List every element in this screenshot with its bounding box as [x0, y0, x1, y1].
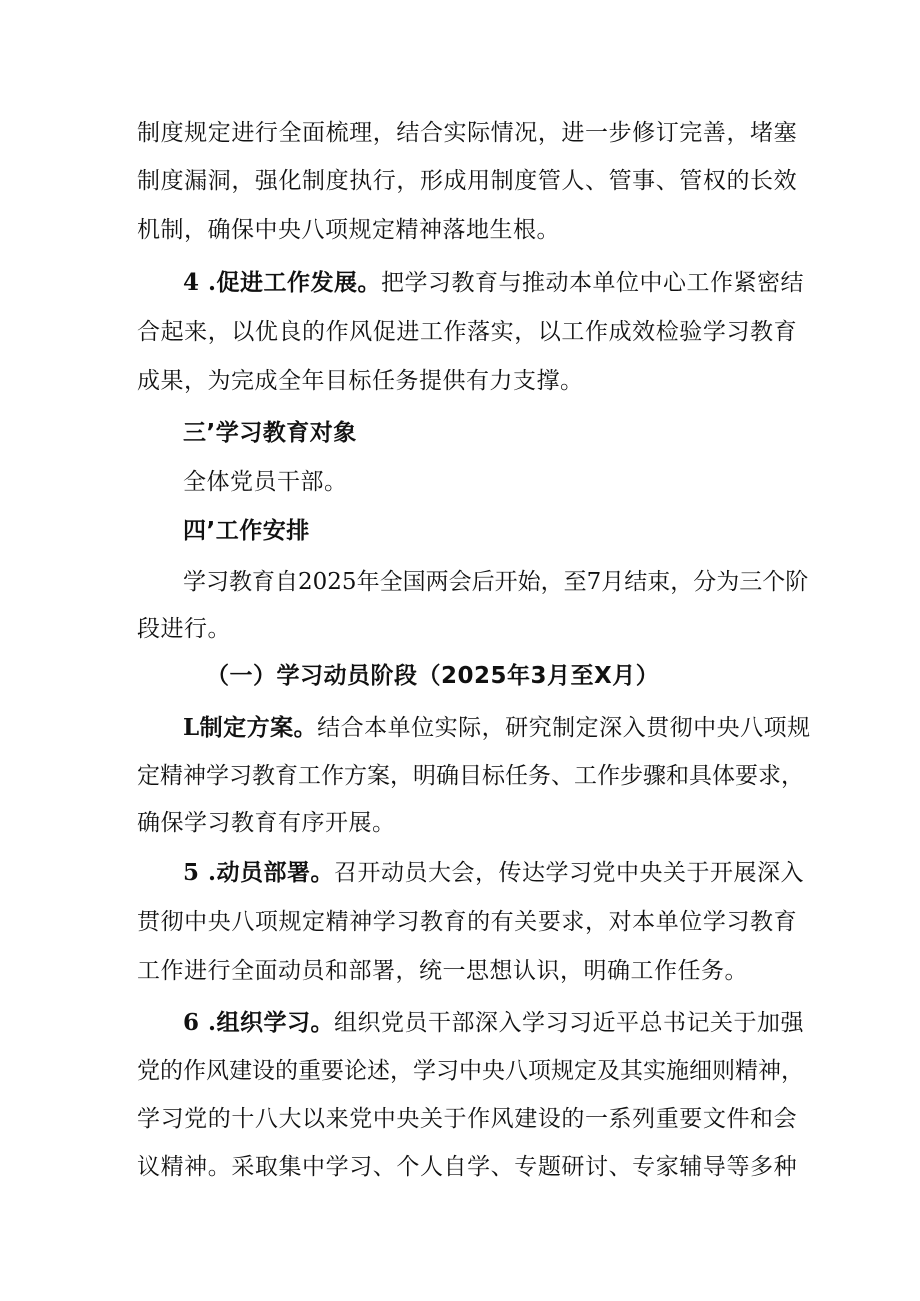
glyph: 、	[490, 1154, 514, 1180]
glyph: 长	[750, 168, 774, 194]
glyph: ，	[390, 1058, 413, 1084]
list-item-l	[183, 712, 811, 744]
glyph: 项	[528, 1058, 551, 1084]
glyph: 行	[372, 168, 396, 194]
body-line: 工作进行全面动员和部署，统一思想认识，明确工作任务。	[137, 958, 748, 984]
glyph: 实	[443, 120, 467, 146]
glyph: 本	[632, 909, 656, 935]
glyph: 权	[702, 168, 726, 194]
glyph: 风	[206, 1058, 229, 1084]
glyph: 管	[679, 168, 703, 194]
glyph: 定	[207, 120, 231, 146]
glyph: 以	[231, 319, 255, 345]
body-line	[137, 165, 797, 197]
item-text: 结合本单位实际，研究制定深入贯彻中央八项规	[317, 715, 811, 741]
glyph: 学	[467, 1154, 491, 1180]
glyph: 精	[160, 1154, 184, 1180]
glyph: 教	[419, 909, 443, 935]
glyph: 风	[349, 319, 373, 345]
glyph: 、	[372, 1154, 396, 1180]
glyph: 落	[467, 319, 491, 345]
glyph: 两	[425, 569, 449, 595]
body-line	[137, 760, 804, 792]
glyph: 作	[597, 763, 620, 789]
glyph: 种	[773, 1154, 797, 1180]
glyph: 会	[773, 1106, 797, 1132]
glyph: 施	[666, 1058, 689, 1084]
glyph: 风	[490, 1106, 514, 1132]
glyph: ，	[726, 120, 750, 146]
glyph: 教	[229, 569, 252, 595]
glyph: 阶	[785, 569, 809, 595]
glyph: 育	[252, 569, 275, 595]
glyph: 重	[655, 1106, 679, 1132]
glyph: 度	[325, 168, 349, 194]
glyph: ，	[537, 120, 561, 146]
glyph: 后	[471, 569, 495, 595]
glyph: 央	[207, 909, 231, 935]
glyph: ，	[372, 120, 396, 146]
glyph: 订	[655, 120, 679, 146]
glyph: 论	[344, 1058, 367, 1084]
glyph: 检	[655, 319, 679, 345]
glyph: 起	[160, 319, 184, 345]
glyph: 步	[608, 120, 632, 146]
glyph: 习	[726, 319, 750, 345]
glyph: 度	[514, 168, 538, 194]
body-line	[137, 316, 797, 348]
body-line: 段进行。	[137, 616, 231, 642]
glyph: 的	[467, 909, 491, 935]
glyph: 、	[584, 168, 608, 194]
glyph: 教	[252, 763, 275, 789]
glyph: 分	[693, 569, 717, 595]
glyph: 位	[679, 909, 703, 935]
glyph: 多	[750, 1154, 774, 1180]
glyph: 以	[537, 319, 561, 345]
body-line	[137, 906, 797, 938]
glyph: 洞	[207, 168, 231, 194]
glyph: 学	[325, 1154, 349, 1180]
glyph: 中	[372, 1106, 396, 1132]
glyph: 党	[184, 1106, 208, 1132]
item-label: 4 .促进工作发展。	[183, 269, 382, 296]
glyph: 讨	[584, 1154, 608, 1180]
glyph: 确	[436, 763, 459, 789]
glyph: ，	[390, 763, 413, 789]
glyph: 要	[735, 763, 758, 789]
glyph: 要	[679, 1106, 703, 1132]
glyph: 度	[160, 168, 184, 194]
glyph: 作	[443, 319, 467, 345]
glyph: 八	[231, 909, 255, 935]
glyph: 、	[655, 168, 679, 194]
glyph: 取	[254, 1154, 278, 1180]
glyph: 习	[436, 1058, 459, 1084]
glyph: 化	[278, 168, 302, 194]
glyph: 工	[574, 763, 597, 789]
glyph: 精	[325, 909, 349, 935]
glyph: 辅	[679, 1154, 703, 1180]
section-heading-4: 四’工作安排	[183, 518, 310, 544]
glyph: 个	[762, 569, 786, 595]
glyph: 任	[505, 763, 528, 789]
glyph: 进	[396, 319, 420, 345]
glyph: 面	[302, 120, 326, 146]
list-item-6	[183, 1007, 805, 1039]
list-item-5	[183, 857, 805, 889]
glyph: 进	[561, 120, 585, 146]
glyph: 作	[183, 1058, 206, 1084]
glyph: 标	[482, 763, 505, 789]
glyph: 度	[160, 120, 184, 146]
glyph: 中	[459, 1058, 482, 1084]
glyph: 善	[702, 120, 726, 146]
body-line	[137, 1151, 797, 1183]
glyph: 自	[275, 569, 298, 595]
glyph: 有	[490, 909, 514, 935]
glyph: 对	[608, 909, 632, 935]
glyph: 全	[379, 569, 403, 595]
glyph: 教	[750, 909, 774, 935]
glyph: 、	[551, 763, 574, 789]
glyph: 全	[278, 120, 302, 146]
glyph: 执	[349, 168, 373, 194]
glyph: 制	[137, 168, 160, 194]
glyph: 7	[586, 569, 602, 595]
glyph: 的	[726, 168, 750, 194]
glyph: 学	[372, 909, 396, 935]
body-line	[137, 1055, 804, 1087]
glyph: 规	[551, 1058, 574, 1084]
glyph: 重	[298, 1058, 321, 1084]
item-label: 6 .组织学习。	[183, 1009, 335, 1036]
glyph: 一	[584, 1106, 608, 1132]
glyph: 至	[563, 569, 587, 595]
glyph: 始	[517, 569, 541, 595]
body-line	[183, 566, 809, 598]
glyph: 件	[726, 1106, 750, 1132]
glyph: 神	[183, 763, 206, 789]
glyph: 0	[312, 569, 328, 595]
glyph: 际	[467, 120, 491, 146]
glyph: 习	[206, 569, 229, 595]
glyph: 效	[773, 168, 797, 194]
glyph: 十	[231, 1106, 255, 1132]
glyph: 成	[443, 168, 467, 194]
glyph: 育	[275, 763, 298, 789]
body-line	[137, 1103, 797, 1135]
glyph: 述	[367, 1058, 390, 1084]
glyph: 和	[666, 763, 689, 789]
glyph: 进	[231, 120, 255, 146]
glyph: 党	[349, 1106, 373, 1132]
glyph: 情	[490, 120, 514, 146]
glyph: 要	[321, 1058, 344, 1084]
body-line: 确保学习教育有序开展。	[137, 810, 396, 836]
glyph: 贯	[137, 909, 160, 935]
glyph: 开	[494, 569, 518, 595]
glyph: 工	[419, 319, 443, 345]
glyph: 单	[655, 909, 679, 935]
glyph: 束	[647, 569, 671, 595]
body-line: 成果，为完成全年目标任务提供有力支撑。	[137, 368, 584, 394]
glyph: 修	[632, 120, 656, 146]
glyph: ，	[584, 909, 608, 935]
glyph: 其	[620, 1058, 643, 1084]
glyph: 来	[325, 1106, 349, 1132]
glyph: 漏	[184, 168, 208, 194]
item-text: 把学习教育与推动本单位中心工作紧密结	[381, 270, 805, 296]
glyph: 求	[758, 763, 781, 789]
glyph: ，	[231, 168, 255, 194]
glyph: 作	[584, 319, 608, 345]
glyph: ，	[781, 1058, 804, 1084]
glyph: 人	[561, 168, 585, 194]
glyph: 工	[561, 319, 585, 345]
glyph: ，	[540, 569, 564, 595]
glyph: 事	[632, 168, 656, 194]
glyph: 于	[443, 1106, 467, 1132]
item-text: 组织党员干部深入学习习近平总书记关于加强	[334, 1010, 805, 1036]
glyph: 教	[750, 319, 774, 345]
glyph: 月	[601, 569, 625, 595]
glyph: ，	[396, 168, 420, 194]
glyph: 专	[514, 1154, 538, 1180]
glyph: 精	[160, 763, 183, 789]
body-line: 全体党员干部。	[183, 469, 348, 495]
glyph: 结	[396, 120, 420, 146]
glyph: 家	[655, 1154, 679, 1180]
glyph: 的	[561, 1106, 585, 1132]
item-text: 召开动员大会，传达学习党中央关于开展深入	[334, 860, 805, 886]
glyph: 步	[620, 763, 643, 789]
glyph: 三	[739, 569, 763, 595]
glyph: 求	[561, 909, 585, 935]
glyph: 习	[229, 763, 252, 789]
glyph: 学	[206, 763, 229, 789]
glyph: 梳	[325, 120, 349, 146]
glyph: 彻	[160, 909, 184, 935]
glyph: 列	[632, 1106, 656, 1132]
glyph: ，	[514, 319, 538, 345]
glyph: 八	[505, 1058, 528, 1084]
glyph: 优	[254, 319, 278, 345]
list-item-4	[183, 267, 805, 299]
glyph: 实	[490, 319, 514, 345]
glyph: 学	[413, 1058, 436, 1084]
glyph: 方	[344, 763, 367, 789]
glyph: 用	[467, 168, 491, 194]
glyph: 定	[574, 1058, 597, 1084]
glyph: 细	[689, 1058, 712, 1084]
glyph: 案	[367, 763, 390, 789]
glyph: 明	[413, 763, 436, 789]
glyph: 制	[490, 168, 514, 194]
item-label: L制定方案。	[183, 714, 318, 741]
glyph: 体	[712, 763, 735, 789]
glyph: 5	[341, 569, 357, 595]
glyph: 中	[302, 1154, 326, 1180]
glyph: 制	[137, 120, 160, 146]
glyph: 实	[643, 1058, 666, 1084]
glyph: 。	[207, 1154, 231, 1180]
glyph: 年	[356, 569, 380, 595]
glyph: 规	[278, 909, 302, 935]
glyph: 人	[419, 1154, 443, 1180]
glyph: 中	[184, 909, 208, 935]
glyph: 神	[758, 1058, 781, 1084]
glyph: 专	[632, 1154, 656, 1180]
glyph: 具	[689, 763, 712, 789]
glyph: 堵	[750, 120, 774, 146]
glyph: 要	[537, 909, 561, 935]
glyph: 育	[773, 909, 797, 935]
glyph: 关	[419, 1106, 443, 1132]
glyph: 自	[443, 1154, 467, 1180]
glyph: 央	[396, 1106, 420, 1132]
glyph: 2	[298, 569, 313, 595]
glyph: 和	[750, 1106, 774, 1132]
glyph: 目	[459, 763, 482, 789]
glyph: 学	[702, 909, 726, 935]
glyph: 定	[137, 763, 160, 789]
glyph: 成	[608, 319, 632, 345]
glyph: ，	[781, 763, 804, 789]
glyph: 强	[254, 168, 278, 194]
glyph: 一	[584, 120, 608, 146]
glyph: 系	[608, 1106, 632, 1132]
glyph: 良	[278, 319, 302, 345]
glyph: 央	[482, 1058, 505, 1084]
glyph: 的	[302, 319, 326, 345]
glyph: 设	[537, 1106, 561, 1132]
glyph: 导	[702, 1154, 726, 1180]
glyph: 来	[184, 319, 208, 345]
glyph: 以	[302, 1106, 326, 1132]
glyph: 研	[561, 1154, 585, 1180]
glyph: 集	[278, 1154, 302, 1180]
glyph: 及	[597, 1058, 620, 1084]
glyph: 建	[514, 1106, 538, 1132]
glyph: 建	[229, 1058, 252, 1084]
glyph: 大	[278, 1106, 302, 1132]
glyph: ，	[670, 569, 694, 595]
glyph: 工	[298, 763, 321, 789]
stage-heading-1: （一）学习动员阶段（2025年3月至X月）	[206, 663, 660, 689]
glyph: 习	[349, 1154, 373, 1180]
glyph: 神	[349, 909, 373, 935]
glyph: 理	[349, 120, 373, 146]
glyph: 合	[419, 120, 443, 146]
glyph: 为	[716, 569, 740, 595]
glyph: 合	[137, 319, 160, 345]
glyph: 效	[632, 319, 656, 345]
glyph: 国	[402, 569, 426, 595]
glyph: 形	[419, 168, 443, 194]
glyph: 议	[137, 1154, 160, 1180]
glyph: 等	[726, 1154, 750, 1180]
glyph: 学	[702, 319, 726, 345]
glyph: 定	[302, 909, 326, 935]
glyph: 习	[160, 1106, 184, 1132]
section-heading-3: 三’学习教育对象	[183, 420, 357, 446]
glyph: 作	[321, 763, 344, 789]
glyph: 促	[372, 319, 396, 345]
glyph: 的	[275, 1058, 298, 1084]
glyph: 关	[514, 909, 538, 935]
glyph: 行	[254, 120, 278, 146]
glyph: 育	[443, 909, 467, 935]
glyph: 的	[207, 1106, 231, 1132]
glyph: 的	[160, 1058, 183, 1084]
glyph: 则	[712, 1058, 735, 1084]
body-line	[137, 117, 797, 149]
glyph: 个	[396, 1154, 420, 1180]
glyph: 管	[537, 168, 561, 194]
glyph: 习	[396, 909, 420, 935]
glyph: 、	[608, 1154, 632, 1180]
glyph: 党	[137, 1058, 160, 1084]
glyph: 习	[726, 909, 750, 935]
glyph: 育	[773, 319, 797, 345]
glyph: 题	[537, 1154, 561, 1180]
glyph: 务	[528, 763, 551, 789]
glyph: 塞	[773, 120, 797, 146]
glyph: 项	[254, 909, 278, 935]
body-line: 机制，确保中央八项规定精神落地生根。	[137, 217, 560, 243]
glyph: 制	[302, 168, 326, 194]
glyph: 骤	[643, 763, 666, 789]
glyph: 学	[183, 569, 206, 595]
glyph: 神	[184, 1154, 208, 1180]
glyph: 结	[624, 569, 648, 595]
glyph: 学	[137, 1106, 160, 1132]
glyph: 八	[254, 1106, 278, 1132]
glyph: 作	[467, 1106, 491, 1132]
item-label: 5 .动员部署。	[183, 859, 335, 886]
glyph: 2	[327, 569, 342, 595]
glyph: 文	[702, 1106, 726, 1132]
glyph: 完	[679, 120, 703, 146]
glyph: 况	[514, 120, 538, 146]
glyph: 设	[252, 1058, 275, 1084]
glyph: 管	[608, 168, 632, 194]
glyph: 规	[184, 120, 208, 146]
glyph: ，	[207, 319, 231, 345]
glyph: 作	[325, 319, 349, 345]
glyph: 会	[448, 569, 472, 595]
glyph: 采	[231, 1154, 255, 1180]
glyph: 精	[735, 1058, 758, 1084]
glyph: 验	[679, 319, 703, 345]
